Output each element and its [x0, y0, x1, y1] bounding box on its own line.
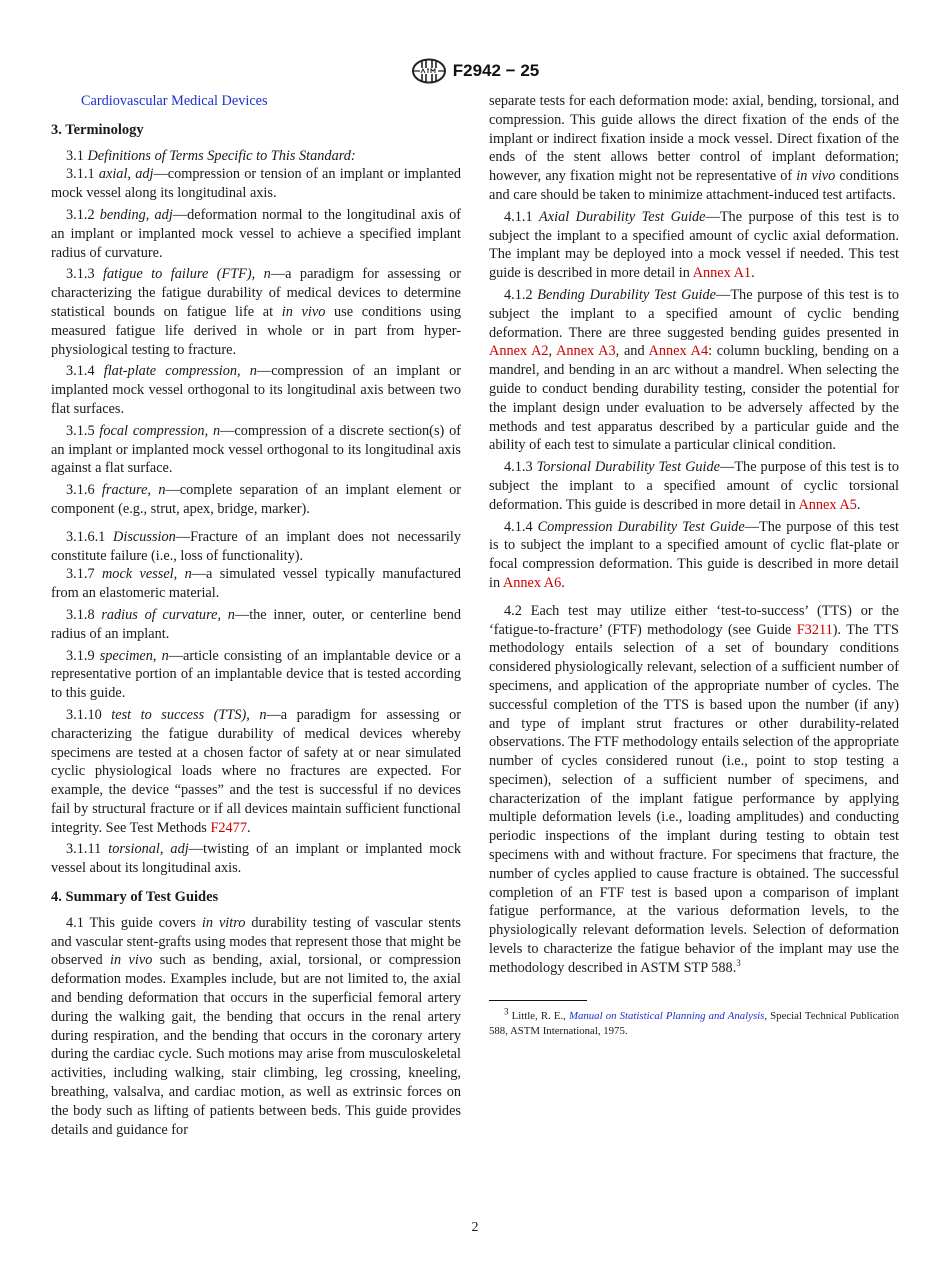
para-4-1-4: 4.1.4 Compression Durability Test Guide—The purpose of this test is to subject the implant to a specified amount of cyclic flat-plate or focal compression deformation. This guide is described in more detail in Annex A6. [489, 518, 899, 591]
para-4-2: 4.2 Each test may utilize either ‘test-to-success’ (TTS) or the ‘fatigue-to-fracture’ (FTF) methodology (see Guide F3211). The TTS methodology entails selection of a set of boundary conditions considered physiologically relevant, selection of a sufficient number of specimens, and application of the appropriate number of cycles. The successful completion of the TTS is based upon the number (if any) and type of implant strut fractures or other durability-related observations. The FTF methodology entails selection of the appropriate number of cycles considered runout (i.e., point to stop testing a specimen), selection of a sufficient number of specimens, and characterization of the implant fatigue performance by applying multiple deformation levels (i.e., loading amplitudes) and conducting periodic inspections of the implant during testing to obtain test specimens with and without fracture. For specimens that fracture, the number of cycles applied to cause fracture is obtained. The successful completion of an FTF test is based upon a comparison of implant fatigue performance, at the various deformation levels, to the physiologically relevant deformation levels. Selection of deformation levels to characterize the fatigue behavior of the implant may use the methodology described in ASTM STP 588.$^3$ [489, 602, 899, 976]
link-annex-a3[interactable]: Annex A3 [556, 343, 616, 360]
link-annex-a2[interactable]: Annex A2 [489, 343, 549, 360]
para-4-1-3: 4.1.3 Torsional Durability Test Guide—The purpose of this test is to subject the implant to a specified amount of cyclic torsional deformation. This guide is described in more detail in Annex A5. [489, 459, 899, 513]
right-column [489, 92, 899, 1039]
para-3-1-5: 3.1.5 focal compression, n—compression of a discrete section(s) of an implant or implanted mock vessel orthogonal to its longitudinal axis against a flat surface. [51, 422, 462, 477]
link-f2477[interactable]: F2477 [210, 819, 247, 836]
standard-designation: F2942 − 25 [452, 61, 540, 80]
page-header [0, 57, 950, 85]
footnote-3: $^3$ Little, R. E., Manual on Statistical Planning and Analysis, Special Technical Publication 588, ASTM International, 1975. [489, 1006, 900, 1037]
footnote-title-link[interactable]: Manual on Statistical Planning and Analysis [568, 1009, 765, 1022]
para-3-1-2: 3.1.2 bending, adj—deformation normal to the longitudinal axis of an implant or implanted mock vessel to achieve a specified implant radius of curvature. [51, 206, 462, 261]
link-f3211[interactable]: F3211 [796, 621, 833, 638]
astm-logo-icon [411, 58, 447, 84]
top-link[interactable]: Cardiovascular Medical Devices [81, 93, 268, 109]
footnote-ref-3[interactable]: 3 [736, 958, 741, 969]
para-3-1-11: 3.1.11 torsional, adj—twisting of an implant or implanted mock vessel about its longitudinal axis. [51, 841, 461, 877]
section-3-heading: 3. Terminology [51, 121, 144, 138]
para-3-1-6: 3.1.6 fracture, n—complete separation of an implant element or component (e.g., strut, apex, bridge, marker). [51, 482, 461, 517]
link-annex-a6[interactable]: Annex A6 [502, 574, 562, 591]
para-3-1-1: 3.1.1 axial, adj—compression or tension of an implant or implanted mock vessel along its longitudinal axis. [51, 166, 461, 202]
page-number: 2 [471, 1220, 479, 1235]
para-4-1-1: 4.1.1 Axial Durability Test Guide—The purpose of this test is to subject the implant to a specified amount of cyclic axial deformation. The implant may be deployed into a mock vessel if needed. This test guide is described in more detail in Annex A1. [489, 208, 899, 282]
section-4-heading: 4. Summary of Test Guides [51, 889, 219, 906]
link-annex-a4[interactable]: Annex A4 [648, 343, 709, 360]
para-4-1: 4.1 This guide covers in vitro durability testing of vascular stents and vascular stent-grafts using modes that represent those that might be observed in vivo such as bending, axial, torsional, or compression deformation modes. Examples include, but are not limited to, the axial and bending deformation that occurs in the superficial femoral artery during the walking gait, the bending that occurs in the renal artery during respiration, and the bending that occurs in the coronary artery during the cardiac cycle. Such motions may arise from musculoskeletal activities, including walking, stair climbing, leg crossing, kneeling, breathing, valsalva, and cardiac motion, as well as extrinsic forces on the body such as lifting of patients between beds. This guide provides details and guidance for [51, 914, 461, 1138]
para-3-1-10: 3.1.10 test to success (TTS), n—a paradigm for assessing or characterizing the fatigue durability of medical devices whereby specimens are tested at a chosen factor of safety at or near simulated cyclic physiological loads where no fractures are expected. For example, the device “passes” and the test is successful if no devices fail by structural fracture or if all devices maintain sufficient functional integrity. See Test Methods F2477. [51, 706, 461, 836]
para-3-1: 3.1 Definitions of Terms Specific to This Standard: [66, 147, 356, 164]
para-3-1-3: 3.1.3 fatigue to failure (FTF), n—a paradigm for assessing or characterizing the fatigue durability of medical devices to determine statistical bounds on fatigue life at in vivo use conditions using measured fatigue life derived in whole or in part from hyper-physiological testing to fracture. [51, 266, 461, 358]
para-3-1-7: 3.1.7 mock vessel, n—a simulated vessel typically manufactured from an elastomeric material. [51, 566, 461, 602]
left-column [51, 92, 461, 1142]
top-link-line [51, 92, 461, 111]
para-3-1-6-1: 3.1.6.1 Discussion—Fracture of an implant does not necessarily constitute failure (i.e., loss of functionality). [51, 528, 462, 564]
para-3-1-9: 3.1.9 specimen, n—article consisting of an implantable device or a representative portion of an implantable device that is tested according to this guide. [51, 647, 461, 702]
para-3-1-8: 3.1.8 radius of curvature, n—the inner, outer, or centerline bend radius of an implant. [51, 606, 462, 642]
para-3-1-4: 3.1.4 flat-plate compression, n—compression of an implant or implanted mock vessel orthogonal to its longitudinal axis between two flat surfaces. [51, 363, 461, 417]
para-4-1-2: 4.1.2 Bending Durability Test Guide—The purpose of this test is to subject the implant to a specified amount of cyclic bending deformation. There are three suggested bending guides presented in Annex A2, Annex A3, and Annex A4: column buckling, bending on a mandrel, and bending in an arc without a mandrel. When selecting the guide to conduct bending durability testing, consider the potential for the implant design under evaluation to be adversely affected by the methods and test apparatus described by a particular guide and the ability of each test to simulate a particular clinical condition. [489, 286, 899, 454]
para-4-1-continued: separate tests for each deformation mode: axial, bending, torsional, and compression. This guide allows the direct fixation of the ends of the implant or indirect fixation inside a mock vessel. Direct fixation of the ends of the stent allows better control of implant deformation; however, any fixation might not be representative of in vivo conditions and care should be taken to minimize attachment-induced test artifacts. [489, 93, 899, 203]
footnote-divider [489, 1000, 587, 1001]
link-annex-a5[interactable]: Annex A5 [798, 496, 857, 513]
link-annex-a1[interactable]: Annex A1 [692, 265, 752, 282]
